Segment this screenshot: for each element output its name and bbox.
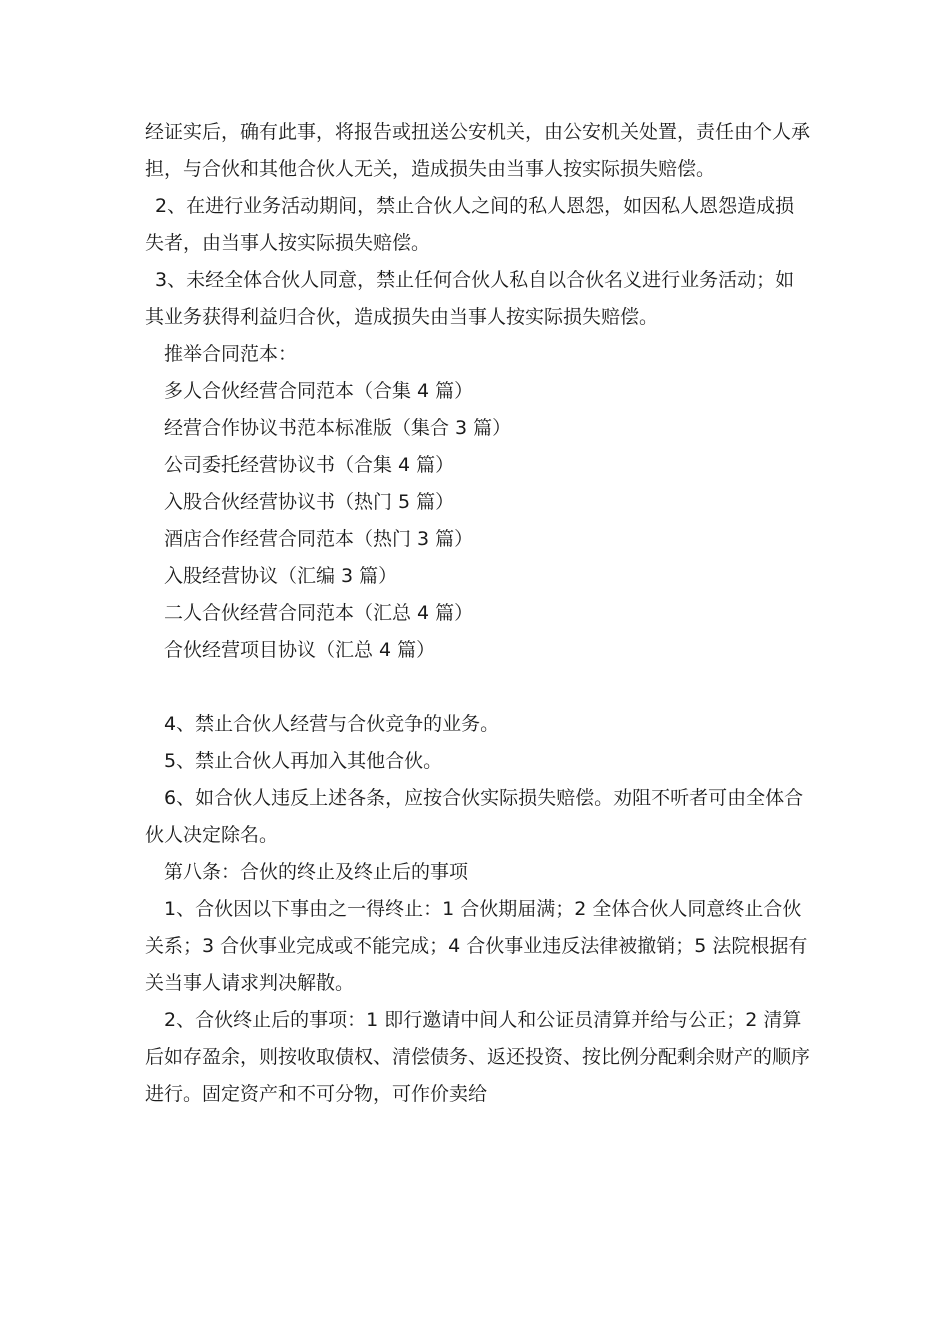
- recommended-heading: 推举合同范本：: [164, 343, 298, 365]
- recommended-link[interactable]: 入股经营协议（汇编 3 篇）: [164, 565, 398, 587]
- paragraph-termination-causes: 1、合伙因以下事由之一得终止：1 合伙期届满；2 全体合伙人同意终止合伙关系；3 合伙事业完成或不能完成；4 合伙事业违反法律被撤销；5 法院根据有关当事人请求判决解散。: [145, 898, 808, 994]
- recommended-link[interactable]: 酒店合作经营合同范本（热门 3 篇）: [164, 528, 474, 550]
- paragraph-clause-5: 5、禁止合伙人再加入其他合伙。: [164, 750, 443, 772]
- recommended-link[interactable]: 经营合作协议书范本标准版（集合 3 篇）: [164, 417, 512, 439]
- paragraph-after-termination: 2、合伙终止后的事项：1 即行邀请中间人和公证员清算并给与公正；2 清算后如存盈余，则按收取债权、清偿债务、返还投资、按比例分配剩余财产的顺序进行。固定资产和不可分物，可作价卖给: [145, 1009, 811, 1105]
- recommended-templates-section: [145, 336, 810, 669]
- recommended-link[interactable]: 公司委托经营协议书（合集 4 篇）: [164, 454, 455, 476]
- document-body: [145, 114, 810, 1113]
- paragraph-clause-4: 4、禁止合伙人经营与合伙竞争的业务。: [164, 713, 500, 735]
- paragraph-handling-violation: 经证实后，确有此事，将报告或扭送公安机关，由公安机关处置，责任由个人承担，与合伙和其他合伙人无关，造成损失由当事人按实际损失赔偿。: [145, 121, 811, 180]
- paragraph-clause-3: 3、未经全体合伙人同意，禁止任何合伙人私自以合伙名义进行业务活动；如其业务获得利益归合伙，造成损失由当事人按实际损失赔偿。: [145, 269, 795, 328]
- recommended-link[interactable]: 入股合伙经营协议书（热门 5 篇）: [164, 491, 455, 513]
- recommended-link[interactable]: 二人合伙经营合同范本（汇总 4 篇）: [164, 602, 474, 624]
- blank-line: [145, 669, 810, 706]
- section-heading-article-8: 第八条：合伙的终止及终止后的事项: [164, 861, 469, 883]
- recommended-link[interactable]: 多人合伙经营合同范本（合集 4 篇）: [164, 380, 474, 402]
- recommended-link[interactable]: 合伙经营项目协议（汇总 4 篇）: [164, 639, 436, 661]
- paragraph-clause-2: 2、在进行业务活动期间，禁止合伙人之间的私人恩怨，如因私人恩怨造成损失者，由当事人按实际损失赔偿。: [145, 195, 795, 254]
- paragraph-clause-6: 6、如合伙人违反上述各条，应按合伙实际损失赔偿。劝阻不听者可由全体合伙人决定除名。: [145, 787, 804, 846]
